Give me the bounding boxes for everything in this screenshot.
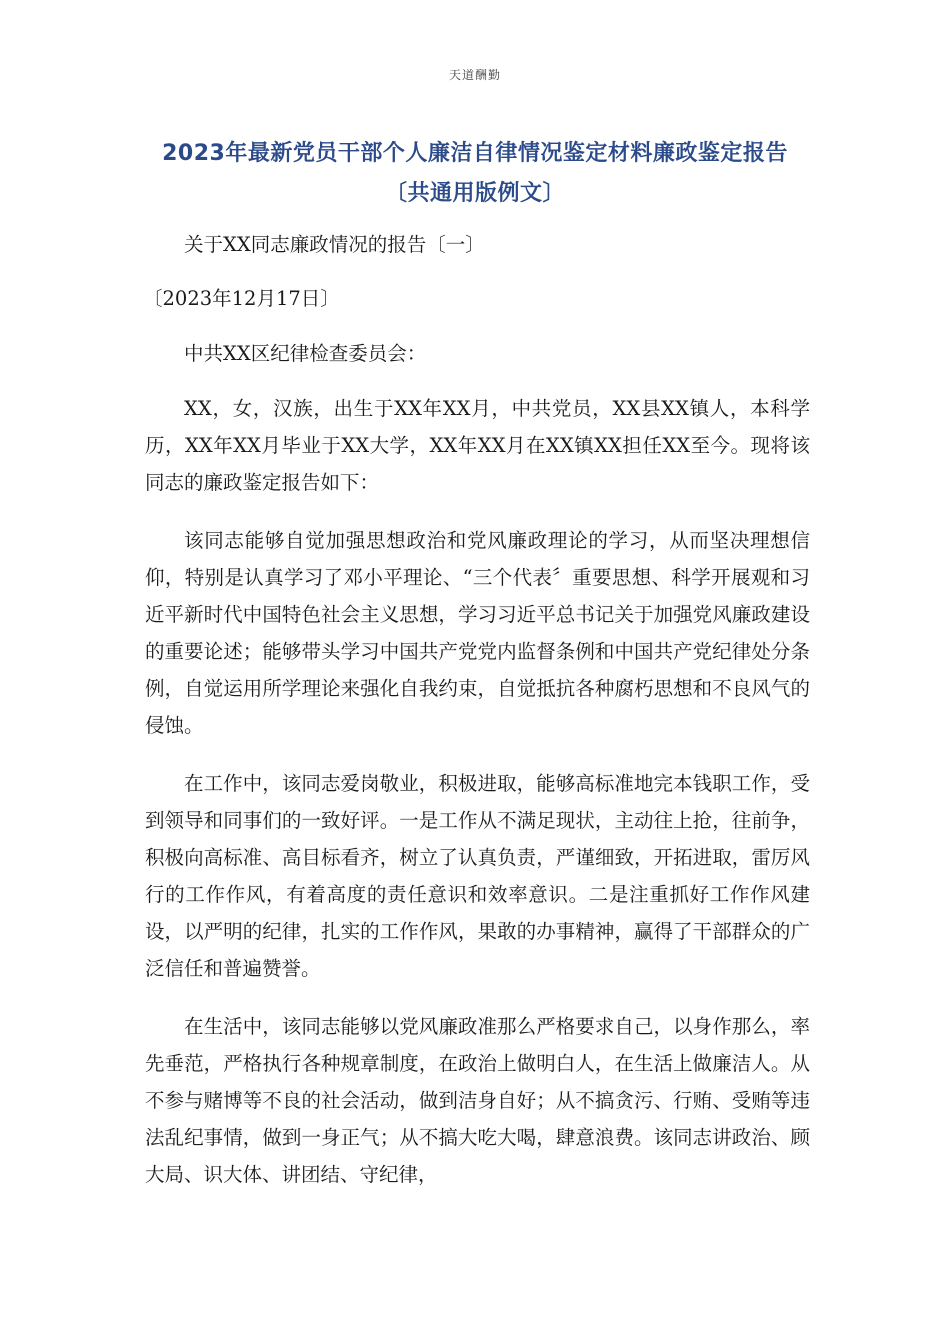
report-date: 〔2023年12月17日〕: [143, 287, 340, 310]
paragraph-life: 在生活中，该同志能够以党风廉政准那么严格要求自己，以身作那么，率先垂范，严格执行各种规章制度，在政治上做明白人，在生活上做廉洁人。从不参与赌博等不良的社会活动，做到洁身自好；从不搞贪污、行贿、受贿等违法乱纪事情，做到一身正气；从不搞大吃大喝，肆意浪费。该同志讲政治、顾大局、识大体、讲团结、守纪律，: [145, 1015, 810, 1186]
paragraph-study: 该同志能够自觉加强思想政治和党风廉政理论的学习，从而坚决理想信仰，特别是认真学习了邓小平理论、“三个代表〞重要思想、科学开展观和习近平新时代中国特色社会主义思想，学习习近平总书记关于加强党风廉政建设的重要论述；能够带头学习中国共产党党内监督条例和中国共产党纪律处分条例，自觉运用所学理论来强化自我约束，自觉抵抗各种腐朽思想和不良风气的侵蚀。: [145, 529, 810, 737]
paragraph-work: 在工作中，该同志爱岗敬业，积极进取，能够高标准地完本钱职工作，受到领导和同事们的一致好评。一是工作从不满足现状，主动往上抢，往前争，积极向高标准、高目标看齐，树立了认真负责，严谨细致，开拓进取，雷厉风行的工作作风，有着高度的责任意识和效率意识。二是注重抓好工作作风建设，以严明的纪律，扎实的工作作风，果敢的办事精神，赢得了干部群众的广泛信任和普遍赞誉。: [145, 772, 810, 980]
header-watermark-text: 天道酬勤: [448, 68, 501, 82]
document-title-edition: 〔共通用版例文〕: [384, 181, 565, 206]
report-subtitle: 关于XX同志廉政情况的报告〔一〕: [184, 233, 485, 256]
document-body: [145, 226, 810, 1214]
paragraph-personal-info: XX，女，汉族，出生于XX年XX月，中共党员，XX县XX镇人，本科学历，XX年XX月毕业于XX大学，XX年XX月在XX镇XX担任XX至今。现将该同志的廉政鉴定报告如下：: [145, 397, 810, 494]
report-addressee: 中共XX区纪律检查委员会：: [184, 342, 427, 365]
document-title: 2023年最新党员干部个人廉洁自律情况鉴定材料廉政鉴定报告: [162, 141, 788, 166]
